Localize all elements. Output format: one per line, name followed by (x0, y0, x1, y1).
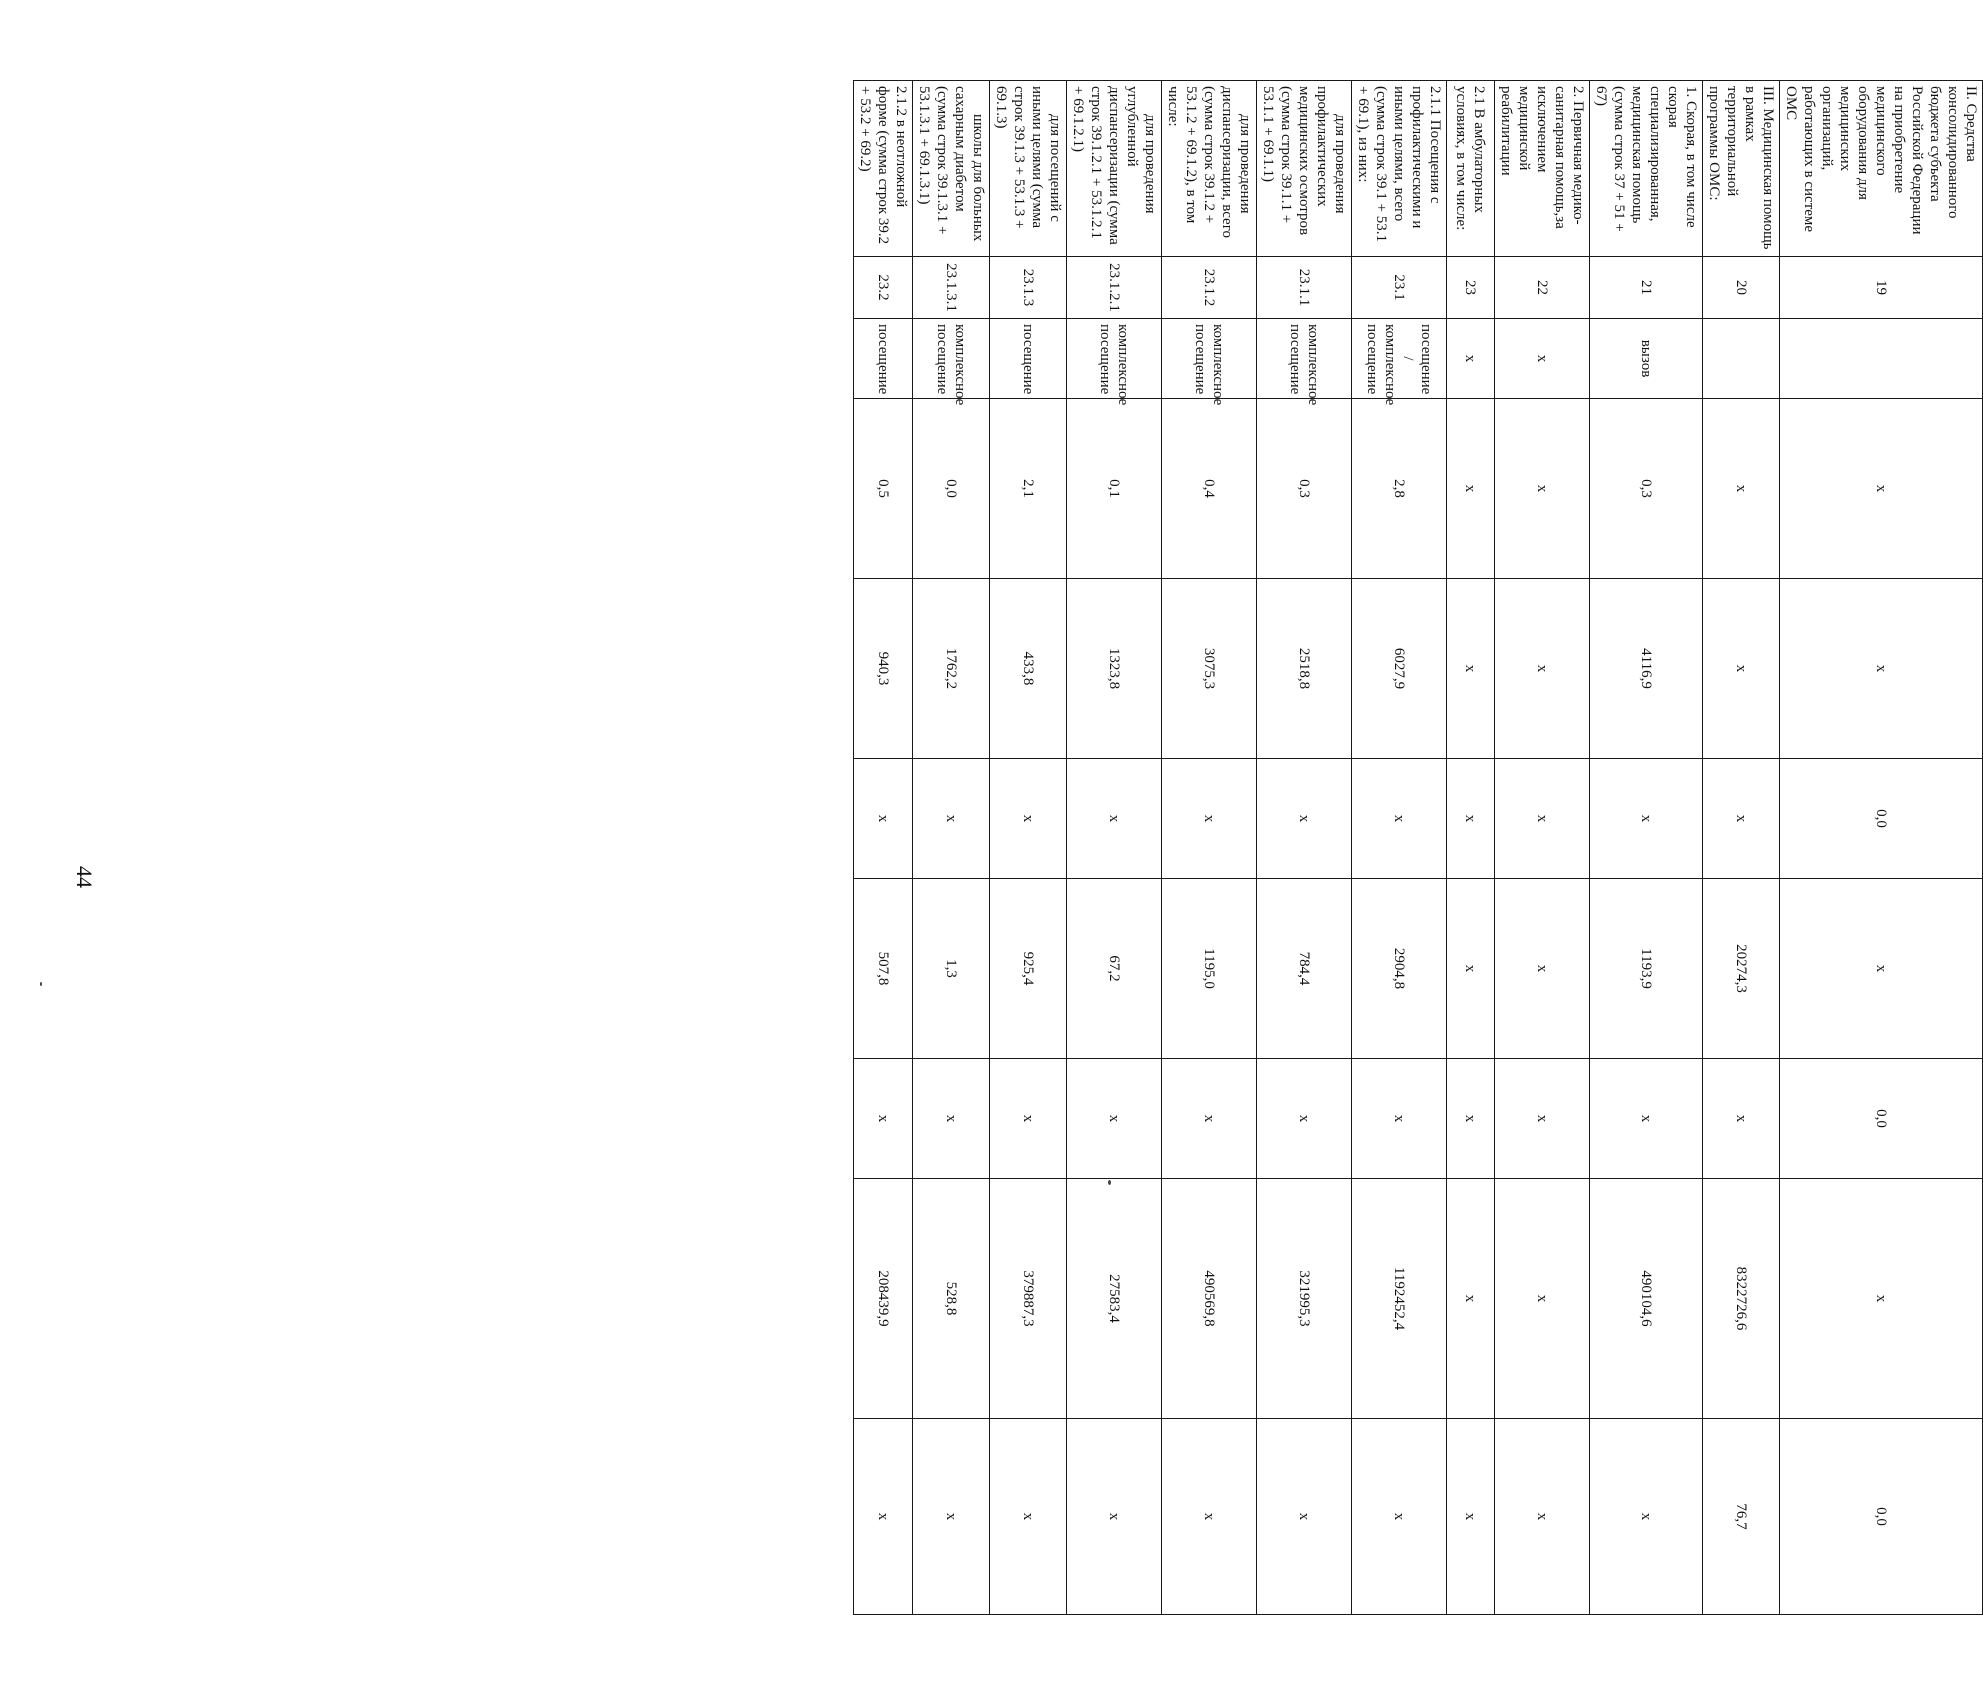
row-value: x (1703, 1059, 1780, 1179)
row-value: x (854, 759, 913, 879)
row-value: x (1447, 1419, 1495, 1615)
row-value: 0,3 (1590, 399, 1703, 579)
row-value: x (1780, 879, 1983, 1059)
row-line-number: 20 (1703, 257, 1780, 319)
row-value: 1193,9 (1590, 879, 1703, 1059)
row-value: 0,0 (1780, 1419, 1983, 1615)
row-value: x (913, 1059, 990, 1179)
row-value: x (1495, 879, 1590, 1059)
row-value: 1,3 (913, 879, 990, 1059)
row-line-number: 23.2 (854, 257, 913, 319)
row-value: 208439,9 (854, 1179, 913, 1419)
row-value: x (854, 1059, 913, 1179)
row-value: x (1780, 579, 1983, 759)
row-line-number: 23.1.3.1 (913, 257, 990, 319)
row-unit: комплексное посещение (1257, 319, 1352, 399)
row-line-number: 23.1.2 (1162, 257, 1257, 319)
row-value: x (1495, 1059, 1590, 1179)
row-value: 940,3 (854, 579, 913, 759)
row-value: x (1590, 1059, 1703, 1179)
row-value: 1195,0 (1162, 879, 1257, 1059)
row-value: x (990, 1059, 1067, 1179)
row-value: 433,8 (990, 579, 1067, 759)
row-value: x (1495, 399, 1590, 579)
row-value: 4116,9 (1590, 579, 1703, 759)
row-value: x (990, 759, 1067, 879)
row-value: 20274,3 (1703, 879, 1780, 1059)
row-description: 2.1.1 Посещения с профилактическими и иными целями, всего (сумма строк 39.1 + 53.1 + 69.1), из них: (1352, 81, 1447, 257)
row-value: 0,0 (1780, 759, 1983, 879)
row-value: 2518,8 (1257, 579, 1352, 759)
table-row (1780, 81, 1983, 1615)
row-value: 1192452,4 (1352, 1179, 1447, 1419)
row-line-number: 23.1.2.1 (1067, 257, 1162, 319)
row-value: x (1447, 759, 1495, 879)
row-value: x (1447, 399, 1495, 579)
row-value: x (990, 1419, 1067, 1615)
row-value: 6027,9 (1352, 579, 1447, 759)
table-row (1703, 81, 1780, 1615)
row-line-number: 23.1.1 (1257, 257, 1352, 319)
row-value: 0,0 (1780, 1059, 1983, 1179)
table-row (1590, 81, 1703, 1615)
row-value: x (1780, 399, 1983, 579)
page-number: 44 (72, 866, 97, 888)
row-value: 925,4 (990, 879, 1067, 1059)
row-value: x (1447, 1179, 1495, 1419)
row-unit: посещение (854, 319, 913, 399)
row-value: 2,1 (990, 399, 1067, 579)
row-description: для проведения диспансеризации, всего (сумма строк 39.1.2 + 53.1.2 + 69.1.2), в том числе: (1162, 81, 1257, 257)
row-value: 490569,8 (1162, 1179, 1257, 1419)
table-row (1352, 81, 1447, 1615)
row-value: x (913, 1419, 990, 1615)
row-value: 2,8 (1352, 399, 1447, 579)
row-value: x (1067, 1419, 1162, 1615)
row-value: x (854, 1419, 913, 1615)
table-row (1447, 81, 1495, 1615)
row-description: 2. Первичная медико-санитарная помощь,за исключением медицинской реабилитации (1495, 81, 1590, 257)
row-description: 2.1.2 в неотложной форме (сумма строк 39.2 + 53.2 + 69.2) (854, 81, 913, 257)
row-value: 528,8 (913, 1179, 990, 1419)
row-value: x (1067, 759, 1162, 879)
row-unit: x (1495, 319, 1590, 399)
row-unit: посещение / комплексное посещение (1352, 319, 1447, 399)
row-value: x (1257, 1419, 1352, 1615)
row-unit: x (1447, 319, 1495, 399)
row-value: x (1257, 1059, 1352, 1179)
row-value: x (1447, 579, 1495, 759)
row-unit: комплексное посещение (913, 319, 990, 399)
row-value: x (1257, 759, 1352, 879)
row-description: 1. Скорая, в том числе скорая специализированная, медицинская помощь (сумма строк 37 + 51 + 67) (1590, 81, 1703, 257)
row-value: x (1352, 1419, 1447, 1615)
row-value: x (1780, 1179, 1983, 1419)
row-value: x (1703, 579, 1780, 759)
table-row (1067, 81, 1162, 1615)
row-value: x (1067, 1059, 1162, 1179)
table-row (1495, 81, 1590, 1615)
row-value: x (1703, 399, 1780, 579)
row-value: 1762,2 (913, 579, 990, 759)
row-description: школы для больных сахарным диабетом (сумма строк 39.1.3.1 + 53.1.3.1 + 69.1.3.1) (913, 81, 990, 257)
row-value: 2904,8 (1352, 879, 1447, 1059)
row-value: x (913, 759, 990, 879)
row-unit: комплексное посещение (1162, 319, 1257, 399)
row-value: 8322726,6 (1703, 1179, 1780, 1419)
row-unit: посещение (990, 319, 1067, 399)
table-container (857, 80, 1983, 1614)
row-value: 0,3 (1257, 399, 1352, 579)
row-value: 490104,6 (1590, 1179, 1703, 1419)
row-value: x (1590, 1419, 1703, 1615)
row-unit: вызов (1590, 319, 1703, 399)
row-line-number: 23.1.3 (990, 257, 1067, 319)
row-unit (1703, 319, 1780, 399)
row-description: для проведения углубленной диспансеризации (сумма строк 39.1.2.1 + 53.1.2.1 + 69.1.2.1) (1067, 81, 1162, 257)
row-value: 1323,8 (1067, 579, 1162, 759)
row-value: x (1495, 579, 1590, 759)
table-row (990, 81, 1067, 1615)
row-description: 2.1 В амбулаторных условиях, в том числе: (1447, 81, 1495, 257)
row-value: x (1162, 759, 1257, 879)
row-value: 379887,3 (990, 1179, 1067, 1419)
row-value: 27583,4 (1067, 1179, 1162, 1419)
table-row (913, 81, 990, 1615)
row-value: 507,8 (854, 879, 913, 1059)
scan-speck (40, 982, 42, 986)
row-description: для проведения профилактических медицинских осмотров (сумма строк 39.1.1 + 53.1.1 + 69.1.1) (1257, 81, 1352, 257)
table-row (854, 81, 913, 1615)
table-row (1257, 81, 1352, 1615)
row-value: x (1352, 1059, 1447, 1179)
row-value: x (1495, 759, 1590, 879)
expenditure-table (853, 80, 1983, 1615)
row-description: III. Медицинская помощь в рамках территориальной программы ОМС: (1703, 81, 1780, 257)
row-description: II. Средства консолидированного бюджета субъекта Российской Федерации на приобретение медицинского оборудования для медицинских организаций, работающих в системе ОМС (1780, 81, 1983, 257)
row-value: x (1447, 1059, 1495, 1179)
row-line-number: 23 (1447, 257, 1495, 319)
row-unit (1780, 319, 1983, 399)
row-value: x (1162, 1419, 1257, 1615)
row-value: 76,7 (1703, 1419, 1780, 1615)
row-value: 3075,3 (1162, 579, 1257, 759)
row-value: x (1590, 759, 1703, 879)
row-value: 0,0 (913, 399, 990, 579)
row-value: x (1352, 759, 1447, 879)
row-value: x (1495, 1179, 1590, 1419)
row-value: x (1447, 879, 1495, 1059)
row-line-number: 21 (1590, 257, 1703, 319)
row-unit: комплексное посещение (1067, 319, 1162, 399)
table-row (1162, 81, 1257, 1615)
row-value: x (1495, 1419, 1590, 1615)
row-value: 67,2 (1067, 879, 1162, 1059)
row-line-number: 19 (1780, 257, 1983, 319)
row-value: 784,4 (1257, 879, 1352, 1059)
row-line-number: 22 (1495, 257, 1590, 319)
row-value: 0,1 (1067, 399, 1162, 579)
row-value: x (1162, 1059, 1257, 1179)
row-line-number: 23.1 (1352, 257, 1447, 319)
row-value: x (1703, 759, 1780, 879)
row-value: 0,4 (1162, 399, 1257, 579)
row-description: для посещений с иными целями (сумма строк 39.1.3 + 53.1.3 + 69.1.3) (990, 81, 1067, 257)
row-value: 321995,3 (1257, 1179, 1352, 1419)
row-value: 0,5 (854, 399, 913, 579)
